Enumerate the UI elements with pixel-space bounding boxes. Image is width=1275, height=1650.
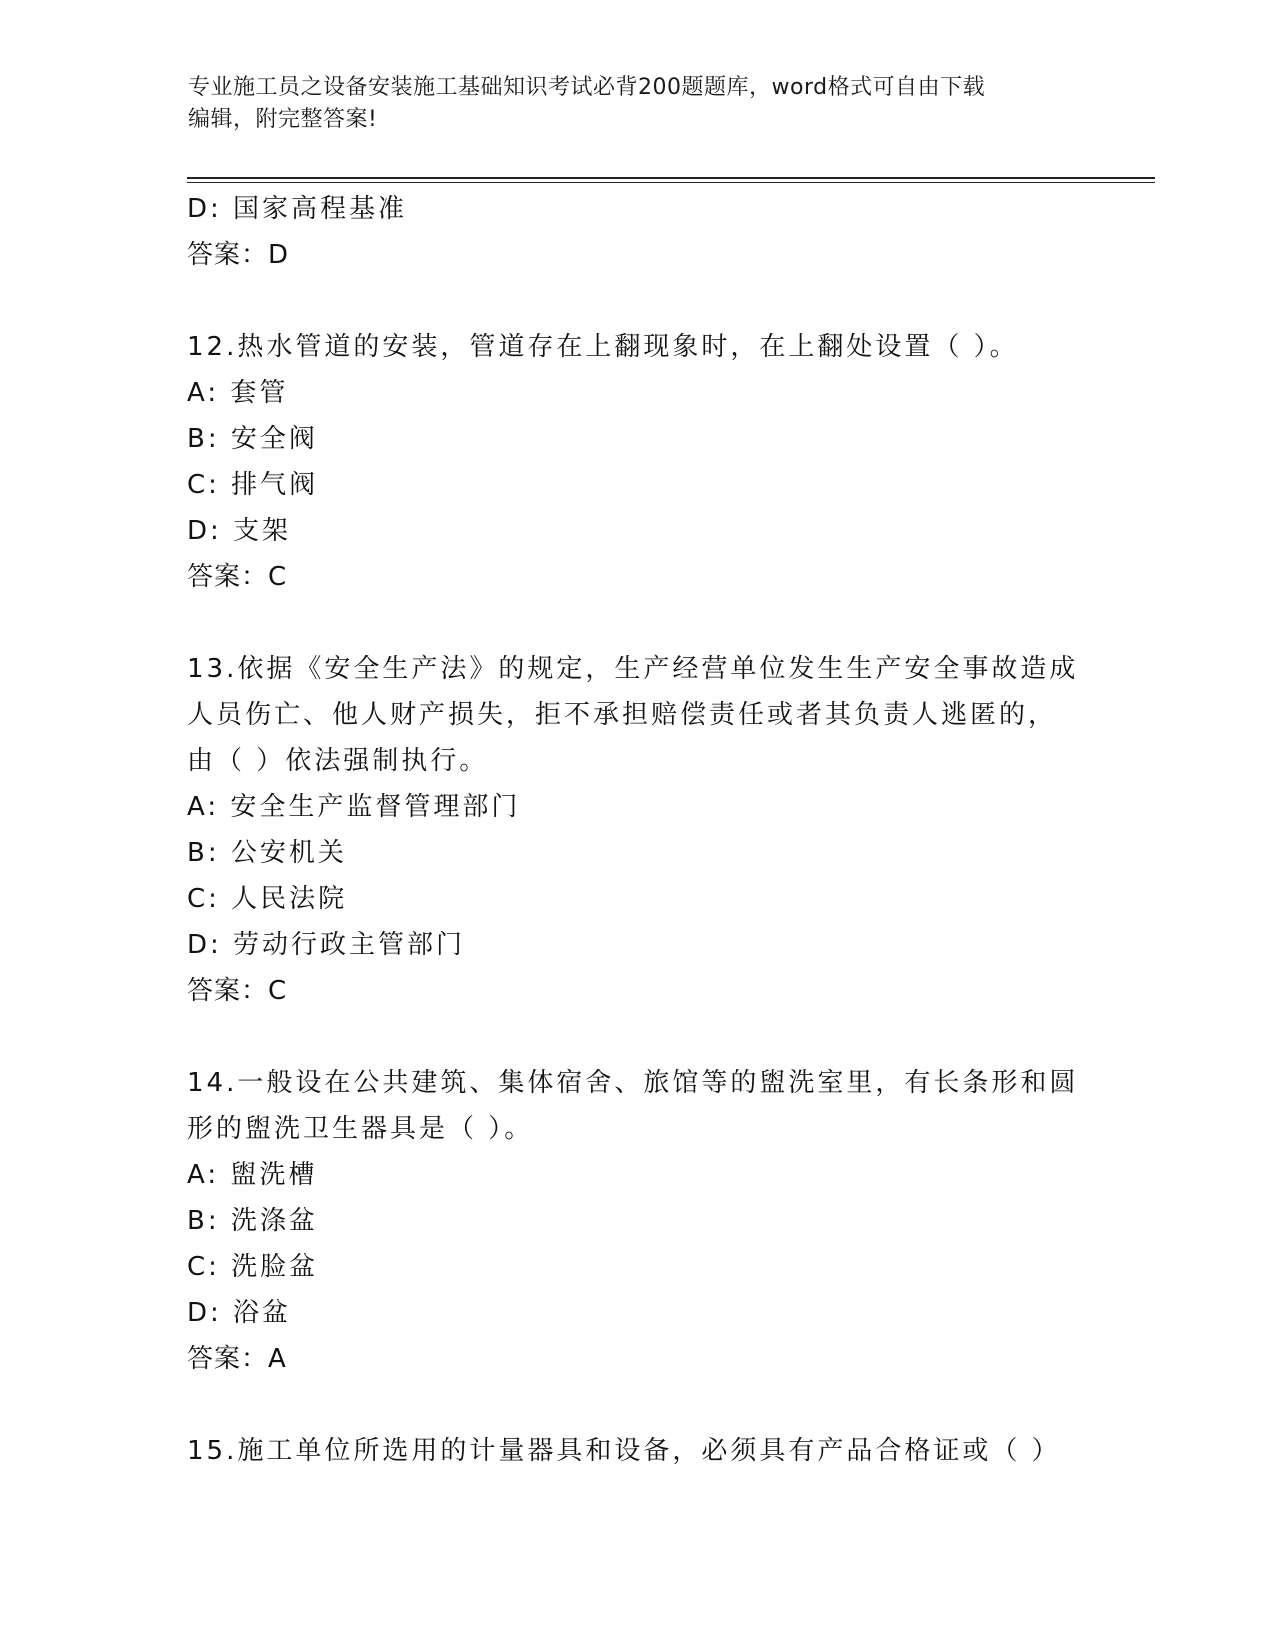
header-line-2: 编辑，附完整答案! (188, 107, 378, 132)
option-a: A: 盥洗槽 (187, 1160, 318, 1190)
option-b: B: 公安机关 (187, 838, 347, 868)
option-c: C: 洗脸盆 (187, 1252, 319, 1282)
question-stem: 15.施工单位所选用的计量器具和设备，必须具有产品合格证或（ ） (187, 1436, 1061, 1466)
question-12 (187, 324, 1087, 600)
question-stem-line-3: 由（ ）依法强制执行。 (187, 746, 489, 776)
option-a: A: 安全生产监督管理部门 (187, 792, 521, 822)
option-d: D: 劳动行政主管部门 (187, 930, 466, 960)
prev-answer: 答案：D (187, 240, 290, 270)
prev-option-d: D: 国家高程基准 (187, 194, 408, 224)
option-d: D: 支架 (187, 516, 292, 546)
question-14 (187, 1060, 1087, 1382)
option-c: C: 排气阀 (187, 470, 319, 500)
question-stem-line-2: 形的盥洗卫生器具是（ ）。 (187, 1114, 534, 1144)
document-header (188, 72, 1068, 136)
option-c: C: 人民法院 (187, 884, 348, 914)
header-line-1: 专业施工员之设备安装施工基础知识考试必背200题题库，word格式可自由下载 (188, 75, 986, 100)
option-b: B: 洗涤盆 (187, 1206, 318, 1236)
answer: 答案：C (187, 976, 288, 1006)
option-d: D: 浴盆 (187, 1298, 292, 1328)
question-stem-line-1: 13.依据《安全生产法》的规定，生产经营单位发生生产安全事故造成 (187, 654, 1079, 684)
question-13 (187, 646, 1087, 1014)
option-b: B: 安全阀 (187, 424, 318, 454)
answer: 答案：C (187, 562, 288, 592)
question-list (187, 186, 1087, 1474)
question-stem-line-1: 14.一般设在公共建筑、集体宿舍、旅馆等的盥洗室里，有长条形和圆 (187, 1068, 1079, 1098)
question-stem-line-2: 人员伤亡、他人财产损失，拒不承担赔偿责任或者其负责人逃匿的， (187, 700, 1058, 730)
option-a: A: 套管 (187, 378, 289, 408)
question-stem: 12.热水管道的安装，管道存在上翻现象时，在上翻处设置（ ）。 (187, 332, 1019, 362)
header-divider (187, 177, 1155, 183)
question-15 (187, 1428, 1087, 1474)
answer: 答案：A (187, 1344, 287, 1374)
